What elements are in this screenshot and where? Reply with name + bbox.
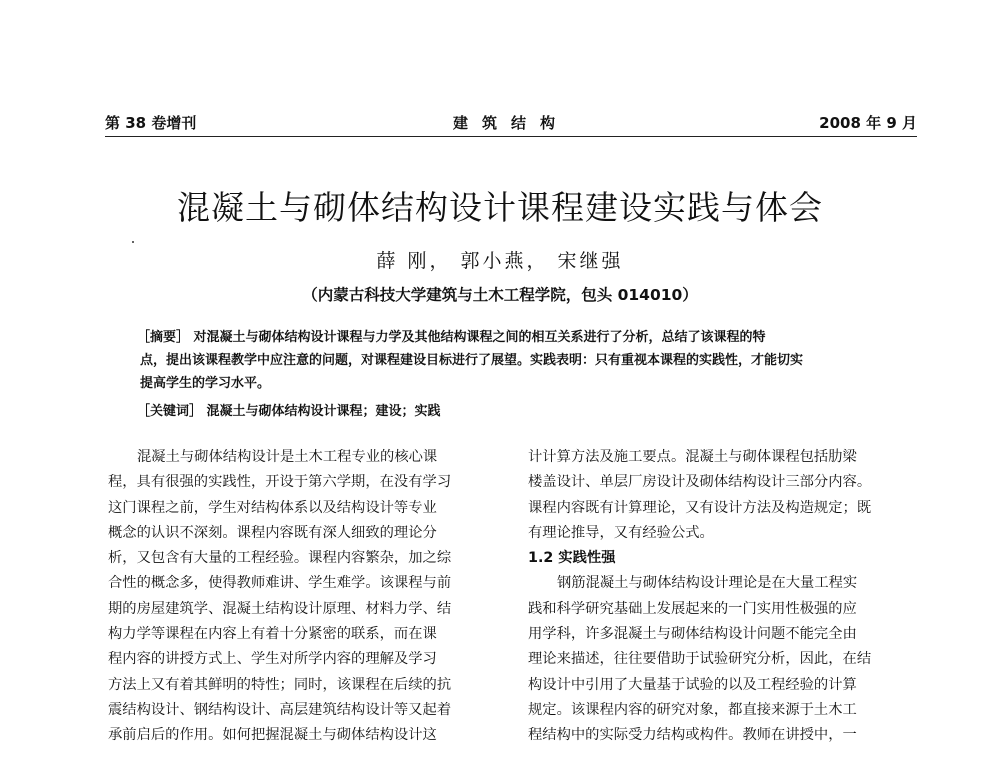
body-line: 构力学等课程在内容上有着十分紧密的联系，而在课 — [108, 626, 437, 643]
body-line: 用学科，许多混凝土与砌体结构设计问题不能完全由 — [528, 626, 857, 643]
paper-title: 混凝土与砌体结构设计课程建设实践与体会 — [177, 188, 823, 227]
body-line: 楼盖设计、单层厂房设计及砌体结构设计三部分内容。 — [528, 474, 872, 491]
header-date: 2008 年 9 月 — [819, 114, 917, 132]
body-line: 方法上又有着其鲜明的特性；同时，该课程在后续的抗 — [108, 676, 452, 693]
body-line: 概念的认识不深刻。课程内容既有深人细致的理论分 — [108, 524, 437, 541]
body-column-right — [528, 445, 920, 749]
abstract-block — [137, 326, 910, 395]
body-line: 期的房屋建筑学、混凝土结构设计原理、材料力学、结 — [108, 600, 452, 617]
paper-affiliation: （内蒙古科技大学建筑与土木工程学院，包头 014010） — [302, 286, 698, 304]
header-rule — [105, 136, 917, 137]
abstract-line: ［摘要］ 对混凝土与砌体结构设计课程与力学及其他结构课程之间的相互关系进行了分析，总结了该课程的特 — [137, 330, 766, 345]
keywords-line: ［关键词］ 混凝土与砌体结构设计课程；建设；实践 — [137, 404, 441, 419]
body-line: 混凝土与砌体结构设计是土木工程专业的核心课 — [137, 449, 438, 465]
body-line: 程，具有很强的实践性，开设于第六学期，在没有学习 — [108, 474, 452, 491]
header-volume: 第 38 卷增刊 — [105, 114, 197, 132]
body-line: 理论来描述，往往要借助于试验研究分析，因此，在结 — [528, 651, 872, 668]
scan-speck — [132, 241, 134, 243]
paper-authors: 薛 刚， 郭小燕， 宋继强 — [376, 250, 624, 272]
body-line: 合性的概念多，使得教师难讲、学生难学。该课程与前 — [108, 575, 452, 592]
body-line: 有理论推导，又有经验公式。 — [528, 524, 714, 541]
body-line: 构设计中引用了大量基于试验的以及工程经验的计算 — [528, 676, 857, 693]
abstract-line: 提高学生的学习水平。 — [140, 376, 271, 391]
abstract-line: 点，提出该课程教学中应注意的问题，对课程建设目标进行了展望。实践表明：只有重视本课程的实践性，才能切实 — [140, 353, 804, 368]
body-line: 课程内容既有计算理论，又有设计方法及构造规定；既 — [528, 499, 872, 516]
section-heading: 1.2 实践性强 — [528, 550, 616, 567]
body-line: 规定。该课程内容的研究对象，都直接来源于土木工 — [528, 701, 857, 718]
body-column-left — [108, 445, 500, 749]
body-line: 承前启后的作用。如何把握混凝土与砌体结构设计这 — [108, 727, 437, 744]
body-line: 震结构设计、钢结构设计、高层建筑结构设计等又起着 — [108, 701, 452, 718]
body-line: 程内容的讲授方式上、学生对所学内容的理解及学习 — [108, 651, 437, 668]
body-line: 钢筋混凝土与砌体结构设计理论是在大量工程实 — [557, 575, 858, 592]
body-line: 践和科学研究基础上发展起来的一门实用性极强的应 — [528, 600, 857, 617]
header-journal-name: 建筑结构 — [452, 114, 569, 132]
body-line: 这门课程之前，学生对结构体系以及结构设计等专业 — [108, 499, 437, 516]
body-line: 计计算方法及施工要点。混凝土与砌体课程包括肋梁 — [528, 449, 857, 465]
running-header — [105, 112, 917, 134]
body-line: 析，又包含有大量的工程经验。课程内容繁杂，加之综 — [108, 550, 452, 567]
body-line: 程结构中的实际受力结构或构件。教师在讲授中，一 — [528, 727, 857, 744]
